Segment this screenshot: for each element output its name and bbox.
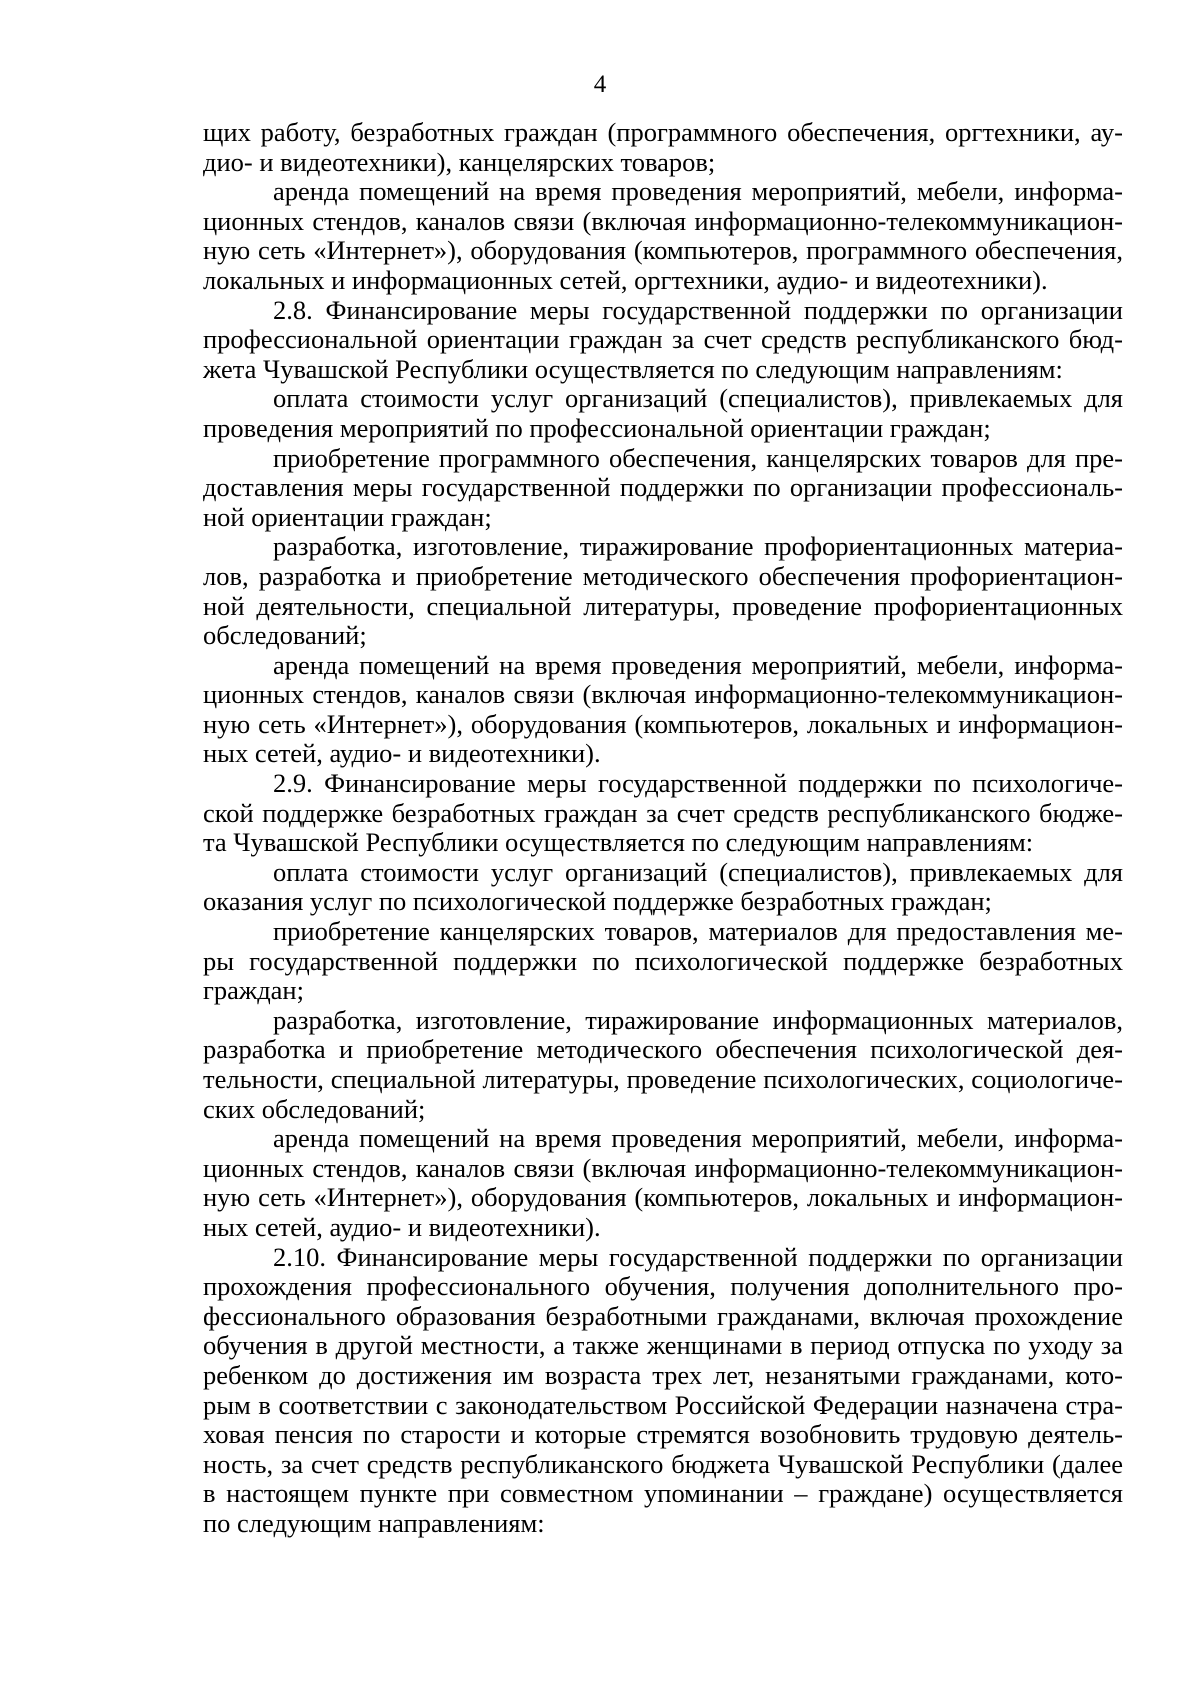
paragraph: 2.8. Финансирование меры государственной поддержки по организации профессиональной ориентации граждан за счет средств республиканского бюджета Чувашской Республики осуществляется по следующим направлениям:	[203, 294, 1123, 384]
paragraph: приобретение программного обеспечения, канцелярских товаров для предоставления меры государственной поддержки по организации профессиональной ориентации граждан;	[203, 442, 1123, 532]
page-number: 4	[593, 71, 607, 98]
paragraph: аренда помещений на время проведения мероприятий, мебели, информационных стендов, каналов связи (включая информационно-телекоммуникационную сеть «Интернет»), оборудования (компьютеров, локальных и информационных сетей, аудио- и видеотехники).	[203, 649, 1123, 769]
paragraph: оплата стоимости услуг организаций (специалистов), привлекаемых для оказания услуг по психологической поддержке безработных граждан;	[203, 856, 1123, 917]
paragraph: приобретение канцелярских товаров, материалов для предоставления меры государственной поддержки по психологической поддержке безработных граждан;	[203, 916, 1123, 1006]
paragraph: аренда помещений на время проведения мероприятий, мебели, информационных стендов, каналов связи (включая информационно-телекоммуникационную сеть «Интернет»), оборудования (компьютеров, локальных и информационных сетей, аудио- и видеотехники).	[203, 1123, 1123, 1242]
paragraph: 2.10. Финансирование меры государственной поддержки по организации прохождения профессионального обучения, получения дополнительного профессионального образования безработными гражданами, включая прохождение обучения в другой местности, а также женщинами в период отпуска по уходу за ребенком до достижения им возраста трех лет, незанятыми гражданами, которым в соответствии с законодательством Российской Федерации назначена страховая пенсия по старости и которые стремятся возобновить трудовую деятельность, за счет средств республиканского бюджета Чувашской Республики (далее в настоящем пункте при совместном упоминании – граждане) осуществляется по следующим направлениям:	[203, 1241, 1123, 1538]
paragraph: 2.9. Финансирование меры государственной поддержки по психологической поддержке безработных граждан за счет средств республиканского бюджета Чувашской Республики осуществляется по следующим направлениям:	[203, 768, 1123, 858]
paragraph: аренда помещений на время проведения мероприятий, мебели, информационных стендов, каналов связи (включая информационно-телекоммуникационную сеть «Интернет»), оборудования (компьютеров, программного обеспечения, локальных и информационных сетей, оргтехники, аудио- и видеотехники).	[203, 176, 1123, 295]
paragraph: разработка, изготовление, тиражирование информационных материалов, разработка и приобретение методического обеспечения психологической деятельности, специальной литературы, проведение психологических, социологических обследований;	[203, 1004, 1123, 1124]
paragraph: разработка, изготовление, тиражирование профориентационных материалов, разработка и приобретение методического обеспечения профориентационной деятельности, специальной литературы, проведение профориентационных обследований;	[203, 531, 1123, 651]
paragraph: оплата стоимости услуг организаций (специалистов), привлекаемых для проведения мероприятий по профессиональной ориентации граждан;	[203, 383, 1123, 443]
paragraph: щих работу, безработных граждан (программного обеспечения, оргтехники, аудио- и видеотехники), канцелярских товаров;	[203, 117, 1123, 177]
document-body	[203, 118, 1123, 1539]
